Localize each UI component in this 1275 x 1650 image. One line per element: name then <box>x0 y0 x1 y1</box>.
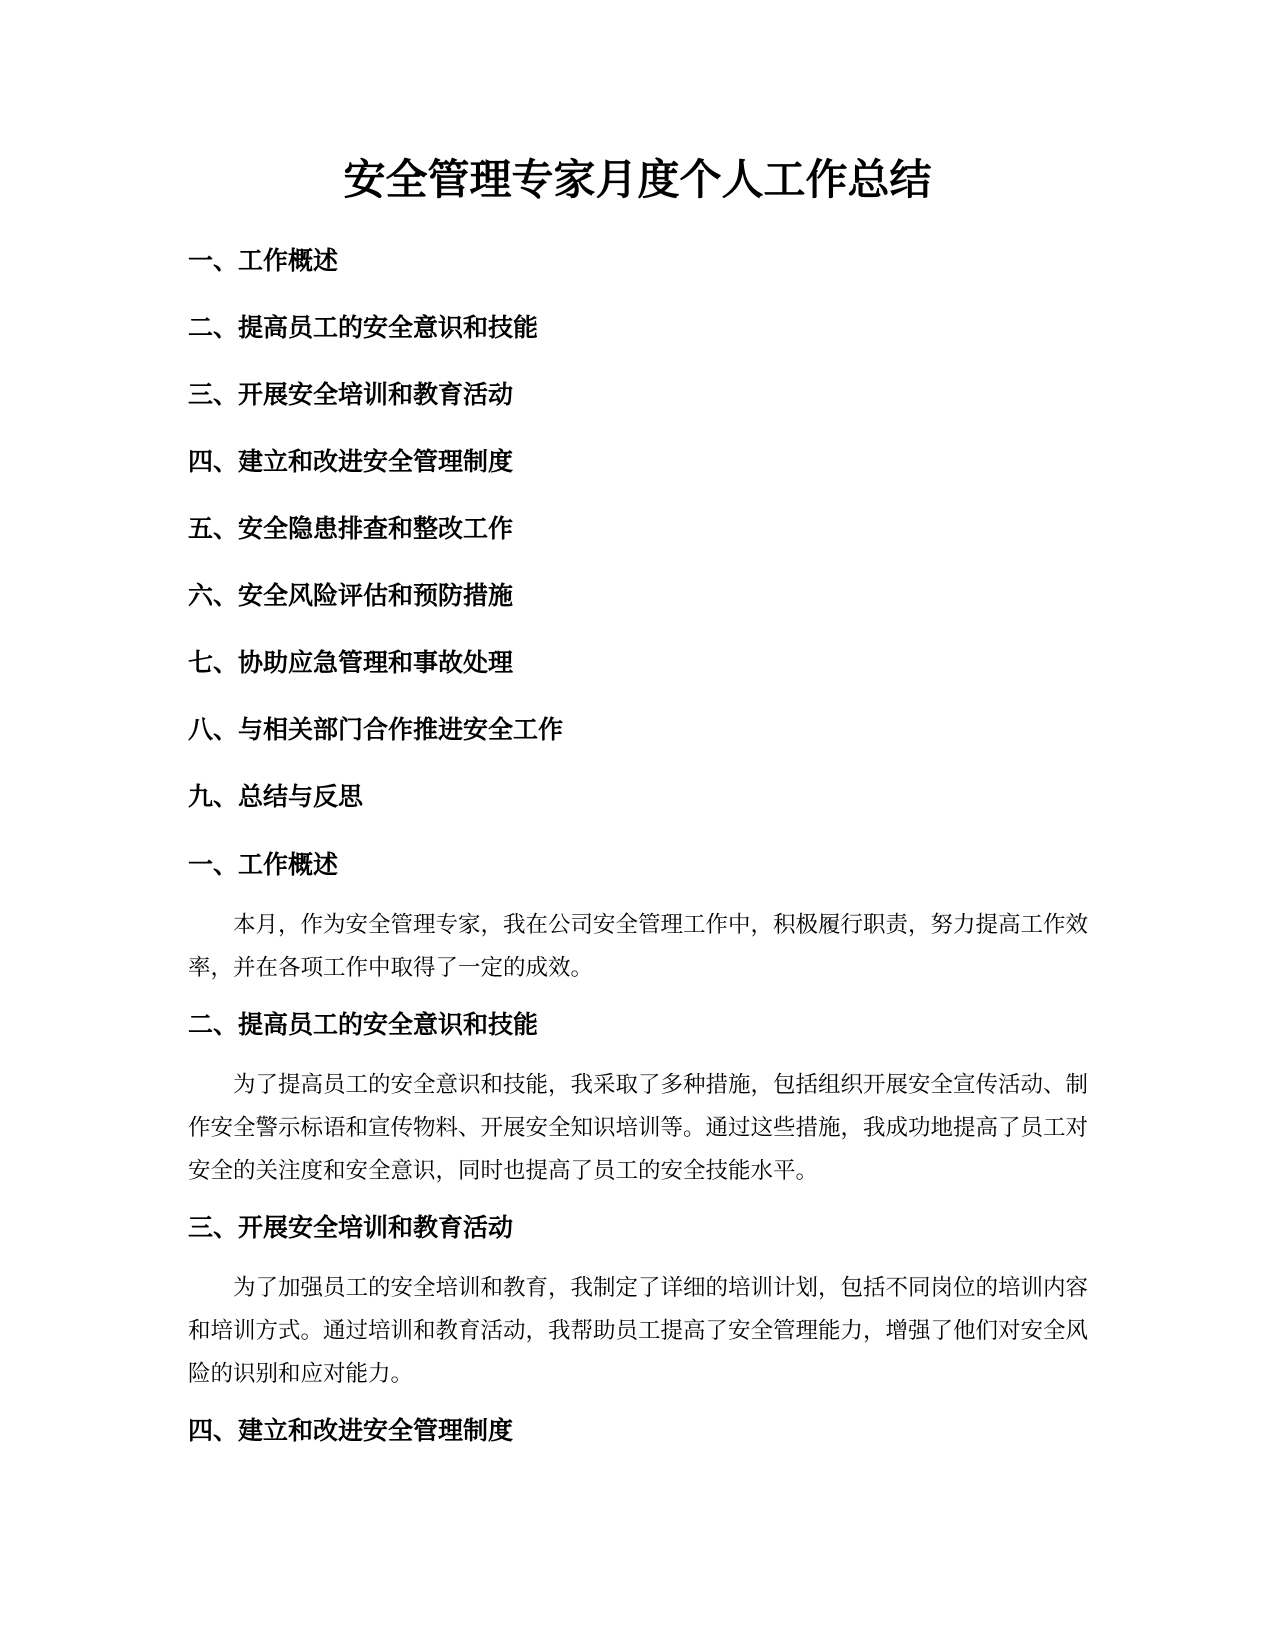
document-content <box>188 850 1088 1470</box>
section-heading: 一、工作概述 <box>188 850 339 879</box>
toc-item: 七、协助应急管理和事故处理 <box>188 648 514 677</box>
section-heading: 三、开展安全培训和教育活动 <box>188 1213 514 1242</box>
toc-item: 五、安全隐患排查和整改工作 <box>188 514 514 543</box>
toc-item: 九、总结与反思 <box>188 782 364 811</box>
toc-item: 二、提高员工的安全意识和技能 <box>188 313 539 342</box>
section-paragraph: 为了提高员工的安全意识和技能，我采取了多种措施，包括组织开展安全宣传活动、制作安全警示标语和宣传物料、开展安全知识培训等。通过这些措施，我成功地提高了员工对安全的关注度和安全意识，同时也提高了员工的安全技能水平。 <box>188 1072 1089 1184</box>
section-heading: 二、提高员工的安全意识和技能 <box>188 1010 539 1039</box>
document-title: 安全管理专家月度个人工作总结 <box>343 155 932 204</box>
section-paragraph: 本月，作为安全管理专家，我在公司安全管理工作中，积极履行职责，努力提高工作效率，并在各项工作中取得了一定的成效。 <box>188 912 1089 981</box>
toc-item: 八、与相关部门合作推进安全工作 <box>188 715 564 744</box>
toc-item: 三、开展安全培训和教育活动 <box>188 380 514 409</box>
section-heading: 四、建立和改进安全管理制度 <box>188 1416 514 1445</box>
toc-item: 四、建立和改进安全管理制度 <box>188 447 514 476</box>
toc-item: 六、安全风险评估和预防措施 <box>188 581 514 610</box>
toc-item: 一、工作概述 <box>188 246 339 275</box>
table-of-contents <box>188 246 563 849</box>
section-paragraph: 为了加强员工的安全培训和教育，我制定了详细的培训计划，包括不同岗位的培训内容和培训方式。通过培训和教育活动，我帮助员工提高了安全管理能力，增强了他们对安全风险的识别和应对能力。 <box>188 1275 1089 1387</box>
